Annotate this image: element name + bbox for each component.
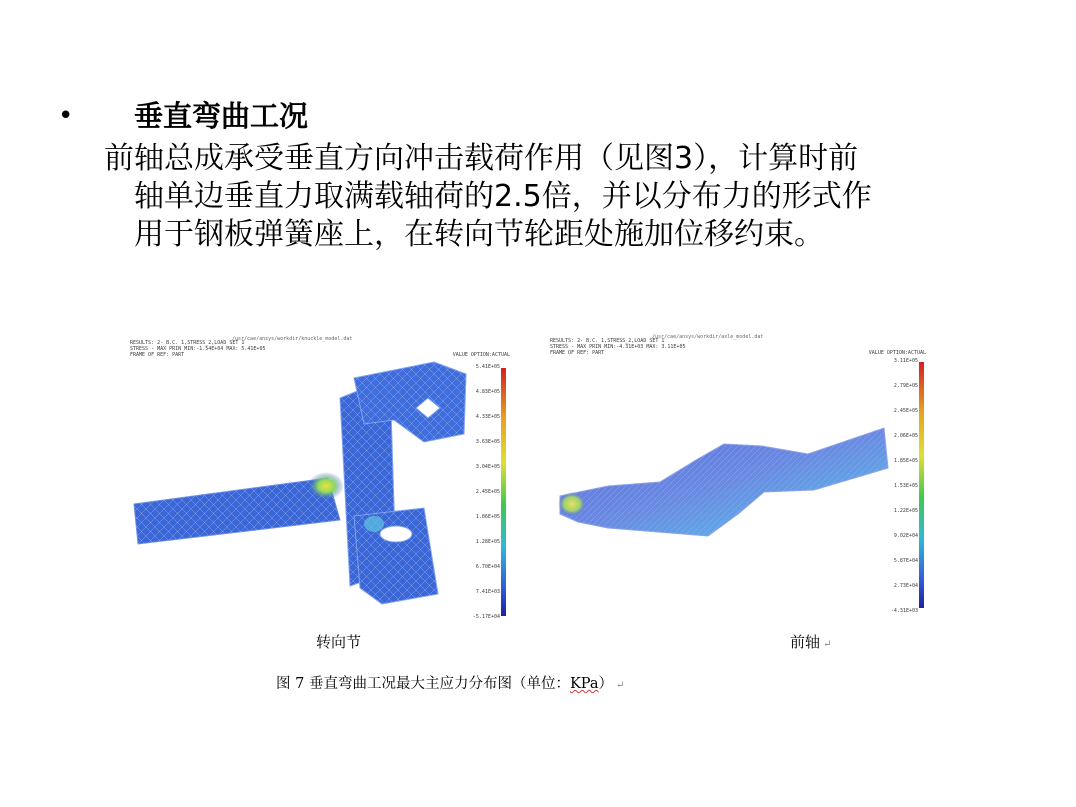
- legend-label: 7.41E+03: [475, 589, 500, 595]
- bullet-glyph: •: [58, 101, 74, 131]
- file-path-text: /usr/cae/ansys/workdir/knuckle_model.dat: [232, 336, 353, 342]
- legend-label: -5.17E+04: [472, 614, 500, 620]
- value-option-label: VALUE OPTION:ACTUAL: [868, 350, 926, 356]
- return-mark: ↵: [616, 680, 625, 691]
- stress-legend-labels: [460, 364, 500, 620]
- legend-label: 1.86E+05: [475, 514, 500, 520]
- legend-label: 9.02E+04: [893, 533, 918, 539]
- file-path-text: /usr/cae/ansys/workdir/axle_model.dat: [652, 334, 764, 340]
- legend-label: 6.70E+04: [475, 564, 500, 570]
- legend-label: 3.04E+05: [475, 464, 500, 470]
- legend-label: 1.22E+05: [893, 508, 918, 514]
- result-header: RESULTS: 2- B.C. 1,STRESS_2,LOAD SET 1 STRESS - MAX PRIN MIN:-4.31E+03 MAX: 3.11E+05 FRAME OF REF: PART: [550, 338, 686, 356]
- figure-caption: [276, 674, 624, 696]
- figure-caption-suffix: ）: [598, 676, 614, 692]
- legend-label: 3.63E+05: [475, 439, 500, 445]
- legend-label: 1.85E+05: [893, 458, 918, 464]
- value-option-label: VALUE OPTION:ACTUAL: [452, 352, 510, 358]
- knuckle-caption: 转向节: [316, 633, 362, 651]
- result-header: RESULTS: 2- B.C. 1,STRESS_2,LOAD SET 1 STRESS - MAX PRIN MIN:-1.54E+04 MAX: 5.41E+05 FRAME OF REF: PART: [130, 340, 266, 358]
- body-line: 轴单边垂直力取满载轴荷的2.5倍，并以分布力的形式作: [134, 179, 872, 214]
- legend-label: 5.87E+04: [893, 558, 918, 564]
- axle-stress-figure: [548, 336, 932, 616]
- legend-label: 2.45E+05: [893, 408, 918, 414]
- legend-label: 4.33E+05: [475, 414, 500, 420]
- body-line: 用于钢板弹簧座上，在转向节轮距处施加位移约束。: [134, 217, 824, 252]
- knuckle-model-image: [128, 338, 516, 624]
- axle-caption: [790, 632, 831, 655]
- legend-label: 5.41E+05: [475, 364, 500, 370]
- figure-caption-unit: KPa: [569, 676, 599, 692]
- legend-label: 3.11E+05: [893, 358, 918, 364]
- legend-label: 2.06E+05: [893, 433, 918, 439]
- section-heading: 垂直弯曲工况: [134, 99, 309, 133]
- legend-label: 2.45E+05: [475, 489, 500, 495]
- body-line: 前轴总成承受垂直方向冲击载荷作用（见图3），计算时前: [104, 141, 859, 176]
- legend-label: -4.31E+03: [890, 608, 918, 614]
- legend-label: 2.73E+04: [893, 583, 918, 589]
- knuckle-stress-figure: [128, 338, 516, 624]
- legend-label: 4.83E+05: [475, 389, 500, 395]
- stress-legend-labels: [878, 358, 918, 612]
- return-mark: ↵: [823, 639, 832, 650]
- body-paragraph: [104, 140, 1034, 254]
- legend-label: 1.53E+05: [893, 483, 918, 489]
- legend-label: 1.28E+05: [475, 539, 500, 545]
- figure-caption-prefix: 图 7 垂直弯曲工况最大主应力分布图（单位：: [276, 676, 570, 692]
- legend-label: 2.79E+05: [893, 383, 918, 389]
- axle-model-image: [548, 336, 932, 616]
- axle-caption-text: 前轴: [790, 633, 821, 651]
